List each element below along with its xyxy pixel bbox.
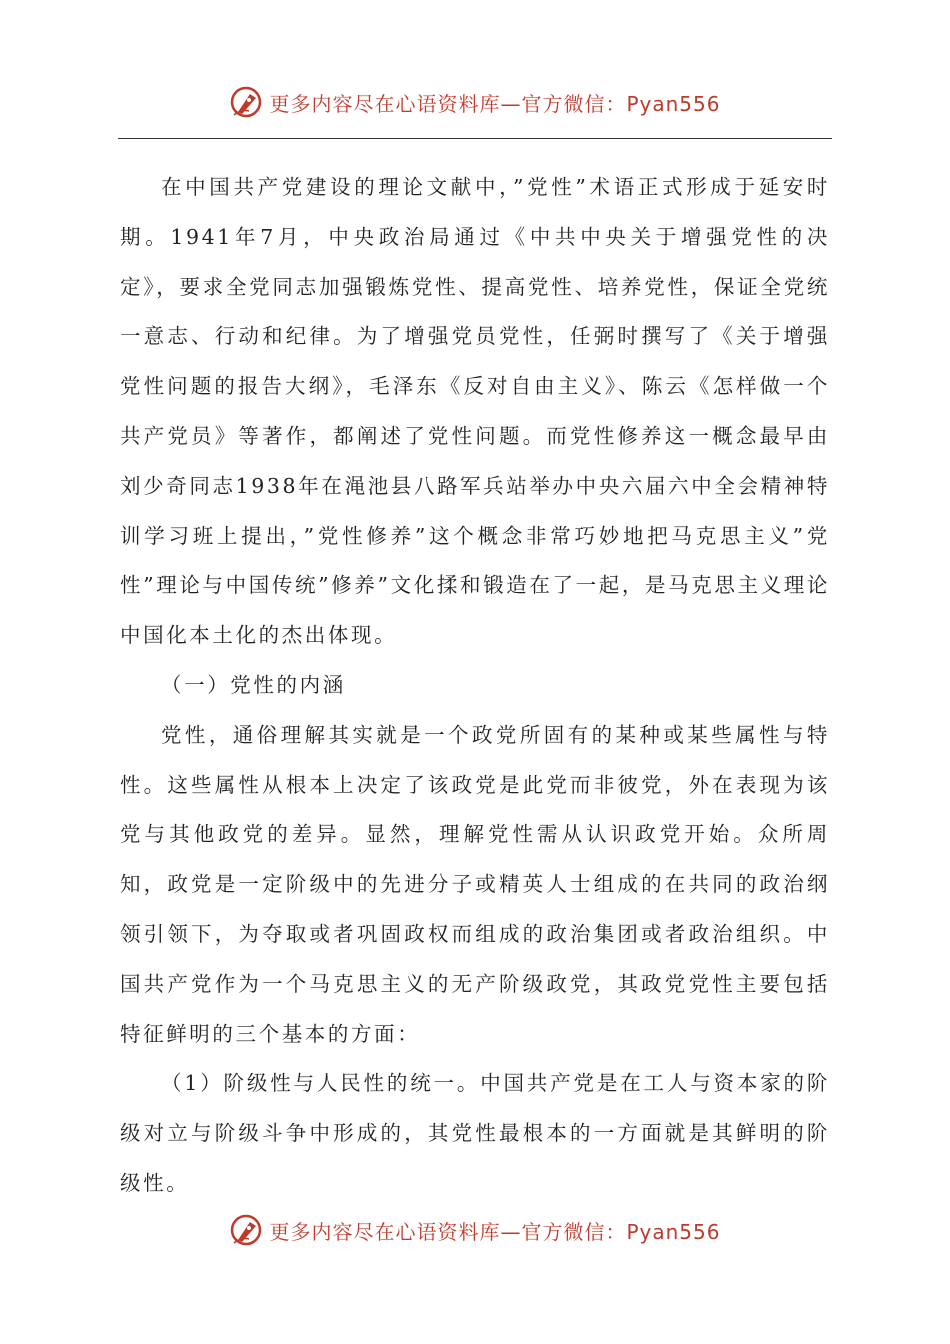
pen-nib-circle-icon [229,1213,263,1247]
header-banner [0,82,950,122]
paragraph-point-1: （1）阶级性与人民性的统一。中国共产党是在工人与资本家的阶级对立与阶级斗争中形成的，其党性最根本的一方面就是其鲜明的阶级性。 [120,1071,830,1195]
footer-banner [0,1210,950,1250]
footer-banner-text: 更多内容尽在心语资料库—官方微信：Pyan556 [269,1219,721,1244]
header-divider [118,138,832,139]
paragraph-definition: 党性，通俗理解其实就是一个政党所固有的某种或某些属性与特性。这些属性从根本上决定了该政党是此党而非彼党，外在表现为该党与其他政党的差异。显然，理解党性需从认识政党开始。众所周知，政党是一定阶级中的先进分子或精英人士组成的在共同的政治纲领引领下，为夺取或者巩固政权而组成的政治集团或者政治组织。中国共产党作为一个马克思主义的无产阶级政党，其政党党性主要包括特征鲜明的三个基本的方面： [120,722,830,1046]
document-body [120,163,830,1209]
paragraph-intro: 在中国共产党建设的理论文献中，”党性”术语正式形成于延安时期。1941年7月，中央政治局通过《中共中央关于增强党性的决定》，要求全党同志加强锻炼党性、提高党性、培养党性，保证全党统一意志、行动和纪律。为了增强党员党性，任弼时撰写了《关于增强党性问题的报告大纲》，毛泽东《反对自由主义》、陈云《怎样做一个共产党员》等著作，都阐述了党性问题。而党性修养这一概念最早由刘少奇同志1938年在渑池县八路军兵站举办中央六届六中全会精神特训学习班上提出，”党性修养”这个概念非常巧妙地把马克思主义”党性”理论与中国传统”修养”文化揉和锻造在了一起，是马克思主义理论中国化本土化的杰出体现。 [120,175,830,648]
pen-nib-circle-icon [229,85,263,119]
section-heading: （一）党性的内涵 [161,672,346,697]
header-banner-text: 更多内容尽在心语资料库—官方微信：Pyan556 [269,91,721,116]
